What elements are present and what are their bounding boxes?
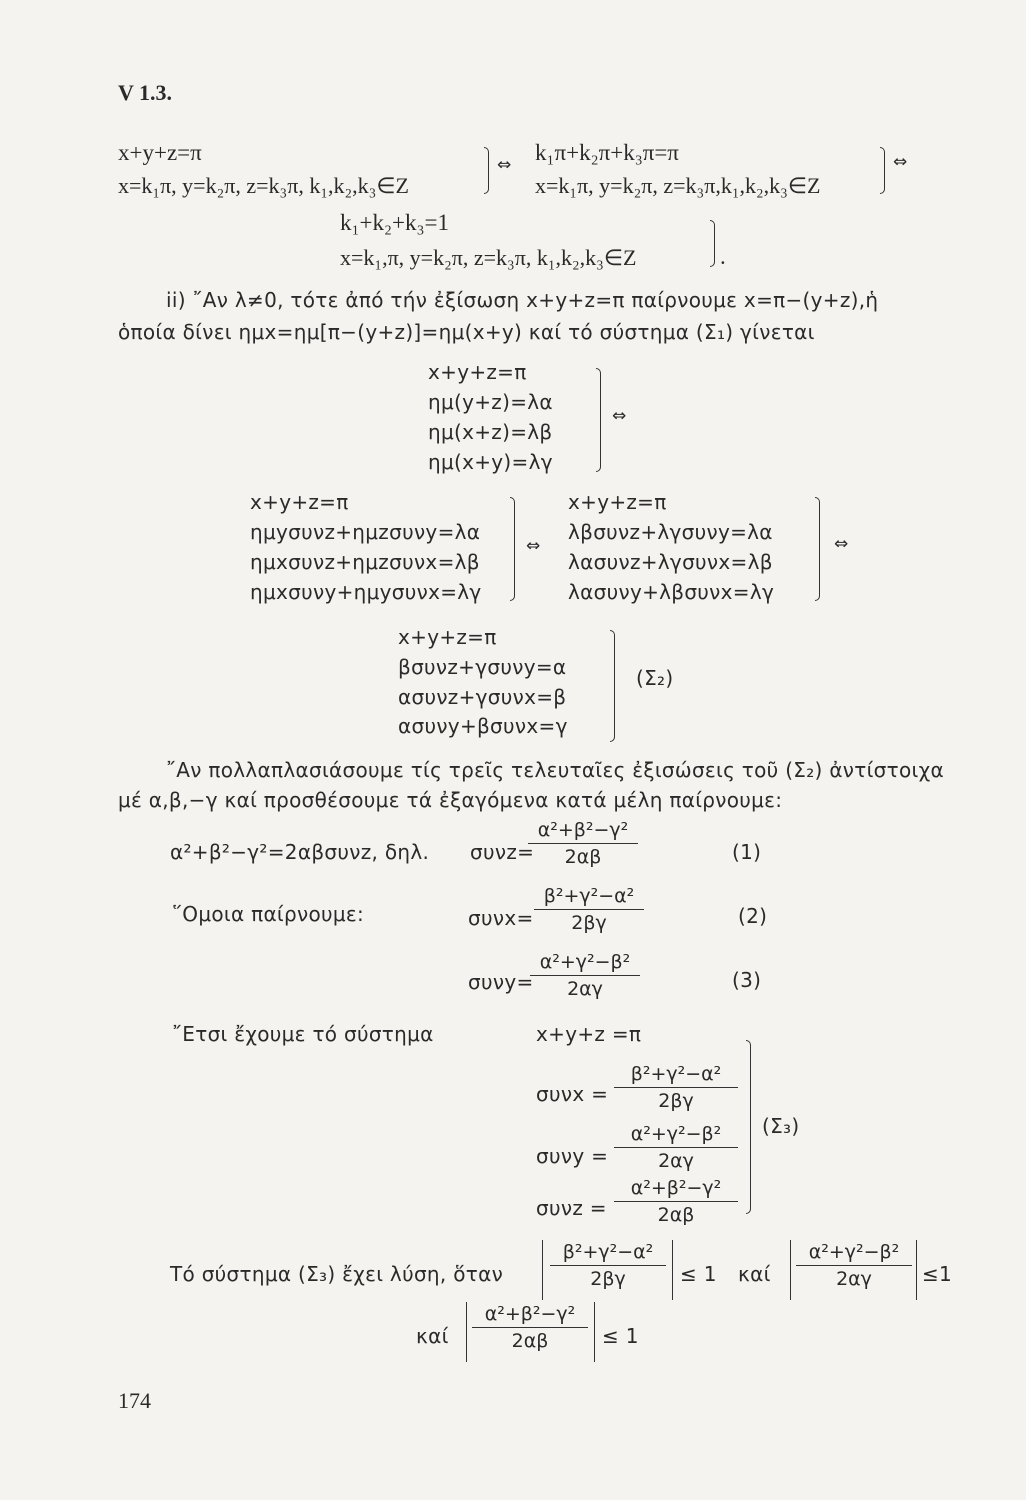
sigma1-brace	[596, 368, 601, 472]
condition-kai-1: καί	[738, 1262, 771, 1286]
para-ii-line2: ὁποία δίνει ημx=ημ[π−(y+z)]=ημ(x+y) καί τό σύστημα (Σ₁) γίνεται	[118, 320, 815, 344]
sys1-result-dot: .	[720, 244, 726, 269]
sigma2-line1: x+y+z=π	[398, 625, 497, 649]
condition-f1-denominator: 2βγ	[590, 1268, 626, 1290]
sigma3-row3-var: συνz =	[536, 1196, 607, 1220]
expanded-left-line2: ημyσυνz+ημzσυνy=λα	[250, 520, 481, 544]
sigma3-brace	[746, 1040, 751, 1214]
sys1-result-line1: k₁+k₂+k₃=1	[340, 210, 449, 235]
sys1-result-line2: x=k₁,π, y=k₂π, z=k₃π, k₁,k₂,k₃∈Z	[340, 245, 637, 270]
sys1-left-line1: x+y+z=π	[118, 140, 202, 165]
sigma3-row2-numerator: α²+γ²−β²	[630, 1123, 722, 1145]
page-number: 174	[118, 1388, 151, 1413]
eq3-denominator: 2αγ	[567, 978, 603, 1000]
eq3-numerator: α²+γ²−β²	[539, 951, 631, 973]
sigma3-row3-bar	[614, 1201, 738, 1202]
condition-intro: Τό σύστημα (Σ₃) ἔχει λύση, ὅταν	[170, 1262, 504, 1286]
condition-f1-numerator: β²+γ²−α²	[562, 1241, 654, 1263]
eq2-fraction	[534, 884, 644, 935]
equiv-arrow-2: ⇔	[893, 152, 908, 172]
sigma2-line2: βσυνz+γσυνy=α	[398, 655, 567, 679]
expanded-left-line3: ημxσυνz+ημzσυνx=λβ	[250, 550, 480, 574]
condition-fraction-3	[472, 1302, 588, 1353]
equiv-arrow-1: ⇔	[497, 155, 512, 175]
expanded-left-line1: x+y+z=π	[250, 490, 349, 514]
expanded-left-line4: ημxσυνy+ημyσυνx=λγ	[250, 580, 482, 604]
expanded-right-line4: λασυνy+λβσυνx=λγ	[568, 580, 775, 604]
expanded-left-brace	[510, 497, 515, 601]
condition-fraction-1	[550, 1240, 666, 1291]
abs-bar-1-right	[672, 1240, 673, 1300]
eq1-numerator: α²+β²−γ²	[537, 819, 629, 841]
condition-f3-denominator: 2αβ	[511, 1330, 549, 1352]
condition-fraction-2	[796, 1240, 912, 1291]
eq2-var: συνx=	[468, 906, 534, 930]
sigma3-row1-denominator: 2βγ	[658, 1090, 694, 1112]
para-mult-line1: ῎Αν πολλαπλασιάσουμε τίς τρεῖς τελευταῖες ἐξισώσεις τοῦ (Σ₂) ἀντίστοιχα	[166, 758, 944, 782]
abs-bar-2-right	[916, 1240, 917, 1300]
expanded-right-line1: x+y+z=π	[568, 490, 667, 514]
condition-f2-numerator: α²+γ²−β²	[808, 1241, 900, 1263]
condition-f2-denominator: 2αγ	[836, 1268, 872, 1290]
para-ii-line1: ii) ῎Αν λ≠0, τότε ἀπό τήν ἐξίσωση x+y+z=π παίρνουμε x=π−(y+z),ἡ	[166, 288, 879, 312]
sigma3-row1-bar	[614, 1087, 738, 1088]
eq1-var: συνz=	[470, 840, 535, 864]
sigma2-line4: ασυνy+βσυνx=γ	[398, 714, 568, 738]
sigma3-row3-fraction	[614, 1176, 738, 1227]
eq3-var: συνy=	[468, 970, 534, 994]
sys1-right-line1: k₁π+k₂π+k₃π=π	[535, 140, 679, 165]
sys1-result-brace	[710, 220, 715, 267]
sigma3-row3-denominator: 2αβ	[657, 1204, 695, 1226]
equiv-arrow-4: ⇔	[526, 536, 541, 556]
abs-bar-3-left	[466, 1302, 467, 1362]
sys1-right-line2: x=k₁π, y=k₂π, z=k₃π,k₁,k₂,k₃∈Z	[535, 173, 821, 198]
condition-f3-bar	[472, 1327, 588, 1328]
eq2-fraction-bar	[534, 909, 644, 910]
expanded-right-line3: λασυνz+λγσυνx=λβ	[568, 550, 773, 574]
sys1-left-line2: x=k₁π, y=k₂π, z=k₃π, k₁,k₂,k₃∈Z	[118, 173, 409, 198]
condition-f1-bar	[550, 1265, 666, 1266]
eq3-fraction	[530, 950, 640, 1001]
sigma1-line1: x+y+z=π	[428, 360, 527, 384]
expanded-right-line2: λβσυνz+λγσυνy=λα	[568, 520, 773, 544]
abs-bar-1-left	[542, 1240, 543, 1300]
sigma3-row1-var: συνx =	[536, 1082, 609, 1106]
abs-bar-3-right	[594, 1302, 595, 1362]
sigma3-line1: x+y+z =π	[536, 1022, 642, 1046]
eq2-numerator: β²+γ²−α²	[543, 885, 635, 907]
sigma1-line3: ημ(x+z)=λβ	[428, 420, 553, 444]
sigma3-row2-denominator: 2αγ	[658, 1150, 694, 1172]
equiv-arrow-5: ⇔	[834, 534, 849, 554]
sigma2-line3: ασυνz+γσυνx=β	[398, 685, 567, 709]
condition-le-1: ≤ 1	[680, 1262, 717, 1286]
sigma3-label: (Σ₃)	[762, 1114, 800, 1138]
eq1-lhs: α²+β²−γ²=2αβσυνz, δηλ.	[170, 840, 430, 864]
condition-kai-2: καί	[416, 1324, 449, 1348]
condition-f2-bar	[796, 1265, 912, 1266]
sigma2-brace	[610, 630, 615, 742]
expanded-right-brace	[815, 497, 820, 601]
eq3-tag: (3)	[732, 968, 762, 992]
abs-bar-2-left	[790, 1240, 791, 1300]
equiv-arrow-3: ⇔	[612, 406, 627, 426]
sys1-right-brace	[880, 147, 885, 194]
condition-le-2: ≤1	[922, 1262, 953, 1286]
sigma3-row1-numerator: β²+γ²−α²	[630, 1063, 722, 1085]
condition-f3-numerator: α²+β²−γ²	[484, 1303, 576, 1325]
eq1-fraction-bar	[528, 843, 638, 844]
eq2-denominator: 2βγ	[571, 912, 607, 934]
sigma3-intro: ῎Ετσι ἔχουμε τό σύστημα	[172, 1022, 434, 1046]
eq1-denominator: 2αβ	[564, 846, 602, 868]
sigma3-row1-fraction	[614, 1062, 738, 1113]
sigma2-label: (Σ₂)	[636, 666, 674, 690]
eq2-intro: ῞Ομοια παίρνουμε:	[172, 902, 365, 926]
sigma1-line4: ημ(x+y)=λγ	[428, 450, 553, 474]
para-mult-line2: μέ α,β,−γ καί προσθέσουμε τά ἐξαγόμενα κατά μέλη παίρνουμε:	[118, 788, 783, 812]
eq3-fraction-bar	[530, 975, 640, 976]
sigma1-line2: ημ(y+z)=λα	[428, 390, 553, 414]
sigma3-row2-bar	[614, 1147, 738, 1148]
eq1-fraction	[528, 818, 638, 869]
condition-le-3: ≤ 1	[602, 1324, 639, 1348]
sys1-left-brace	[484, 147, 489, 194]
section-header: V 1.3.	[118, 80, 172, 105]
sigma3-row3-numerator: α²+β²−γ²	[630, 1177, 722, 1199]
sigma3-row2-fraction	[614, 1122, 738, 1173]
sigma3-row2-var: συνy =	[536, 1144, 609, 1168]
eq1-tag: (1)	[732, 840, 762, 864]
eq2-tag: (2)	[738, 904, 768, 928]
